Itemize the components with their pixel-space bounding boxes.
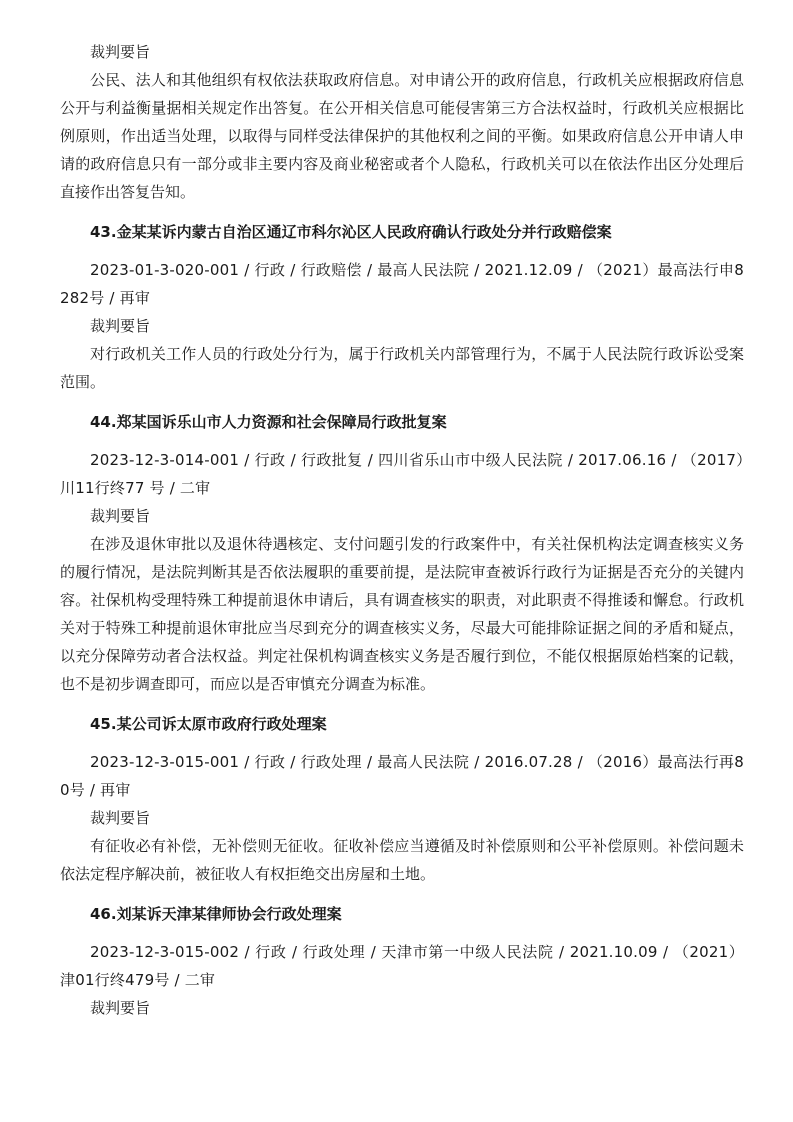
case-meta: 2023-12-3-015-002 / 行政 / 行政处理 / 天津市第一中级人民法院 / 2021.10.09 / （2021）津01行终479号 / 二审 xyxy=(60,943,744,989)
ruling-label: 裁判要旨 xyxy=(90,43,151,61)
case-meta: 2023-01-3-020-001 / 行政 / 行政赔偿 / 最高人民法院 / 2021.12.09 / （2021）最高法行申8282号 / 再审 xyxy=(60,261,744,307)
document-page xyxy=(60,38,744,1022)
case-title: 45.某公司诉太原市政府行政处理案 xyxy=(90,715,327,733)
case-meta: 2023-12-3-014-001 / 行政 / 行政批复 / 四川省乐山市中级人民法院 / 2017.06.16 / （2017）川11行终77 号 / 二审 xyxy=(60,451,744,497)
case-title: 44.郑某国诉乐山市人力资源和社会保障局行政批复案 xyxy=(90,413,447,431)
case-44 xyxy=(60,408,744,698)
case-title: 46.刘某诉天津某律师协会行政处理案 xyxy=(90,905,342,923)
case-45 xyxy=(60,710,744,888)
ruling-text: 对行政机关工作人员的行政处分行为，属于行政机关内部管理行为，不属于人民法院行政诉讼受案范围。 xyxy=(60,345,744,391)
case-43 xyxy=(60,218,744,396)
ruling-label: 裁判要旨 xyxy=(90,809,151,827)
ruling-text: 在涉及退休审批以及退休待遇核定、支付问题引发的行政案件中，有关社保机构法定调查核实义务的履行情况，是法院判断其是否依法履职的重要前提，是法院审查被诉行政行为证据是否充分的关键内容。社保机构受理特殊工种提前退休申请后，具有调查核实的职责，对此职责不得推诿和懈怠。行政机关对于特殊工种提前退休审批应当尽到充分的调查核实义务，尽最大可能排除证据之间的矛盾和疑点，以充分保障劳动者合法权益。判定社保机构调查核实义务是否履行到位，不能仅根据原始档案的记载，也不是初步调查即可，而应以是否审慎充分调查为标准。 xyxy=(60,535,744,693)
case-46 xyxy=(60,900,744,1022)
case-meta: 2023-12-3-015-001 / 行政 / 行政处理 / 最高人民法院 / 2016.07.28 / （2016）最高法行再80号 / 再审 xyxy=(60,753,744,799)
case-title: 43.金某某诉内蒙古自治区通辽市科尔沁区人民政府确认行政处分并行政赔偿案 xyxy=(90,223,612,241)
ruling-label: 裁判要旨 xyxy=(90,507,151,525)
ruling-label: 裁判要旨 xyxy=(90,317,151,335)
ruling-text: 公民、法人和其他组织有权依法获取政府信息。对申请公开的政府信息，行政机关应根据政府信息公开与利益衡量据相关规定作出答复。在公开相关信息可能侵害第三方合法权益时，行政机关应根据比例原则，作出适当处理，以取得与同样受法律保护的其他权利之间的平衡。如果政府信息公开申请人申请的政府信息只有一部分或非主要内容及商业秘密或者个人隐私，行政机关可以在依法作出区分处理后直接作出答复告知。 xyxy=(60,71,744,201)
ruling-label: 裁判要旨 xyxy=(90,999,151,1017)
top-ruling-section xyxy=(60,38,744,206)
ruling-text: 有征收必有补偿，无补偿则无征收。征收补偿应当遵循及时补偿原则和公平补偿原则。补偿问题未依法定程序解决前，被征收人有权拒绝交出房屋和土地。 xyxy=(60,837,744,883)
